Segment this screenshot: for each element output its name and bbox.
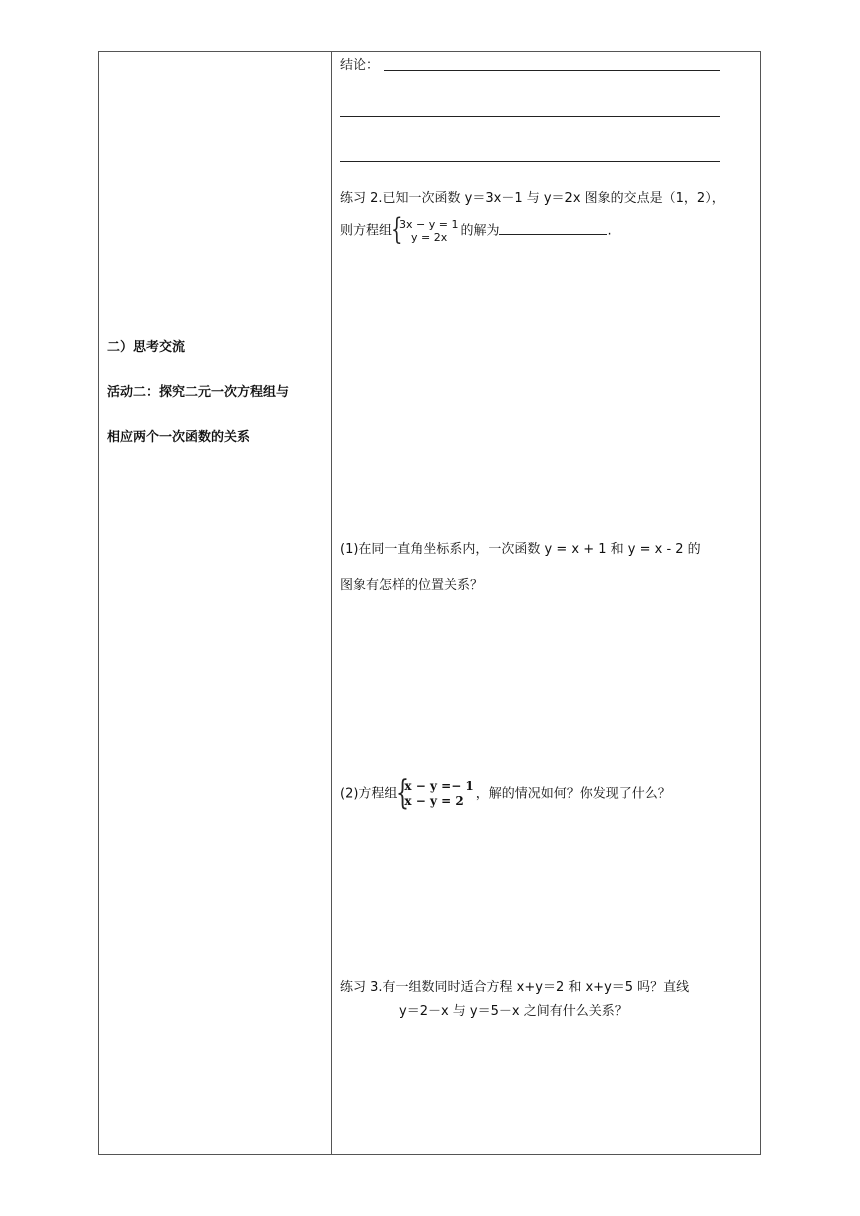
- question2-eq2: x − y = 2: [404, 794, 464, 808]
- exercise2-eq1: 3x − y = 1: [399, 218, 459, 231]
- question2-equation-system: [396, 773, 474, 813]
- conclusion-label: 结论：: [340, 58, 380, 73]
- exercise2-answer-blank: [499, 221, 607, 235]
- exercise2-question: [340, 212, 612, 247]
- exercise2-suffix: 的解为: [460, 223, 500, 239]
- exercise3-line1: 练习 3.有一组数同时适合方程 x+y＝2 和 x+y＝5 吗？直线: [340, 980, 690, 995]
- answer-line-1: [384, 70, 720, 71]
- answer-line-2: [340, 116, 720, 117]
- question1-line2: 图象有怎样的位置关系？: [340, 578, 484, 593]
- question2-eq1: x − y =− 1: [404, 779, 474, 793]
- brace-icon: {: [396, 773, 410, 813]
- brace-icon: {: [391, 212, 403, 247]
- exercise2-prefix: 则方程组: [340, 223, 393, 239]
- exercise2-equation-system: [391, 212, 459, 247]
- activity-title-line1: 活动二：探究二元一次方程组与: [107, 385, 290, 400]
- activity-title-line2: 相应两个一次函数的关系: [107, 430, 251, 445]
- exercise2-period: .: [607, 223, 612, 239]
- question2: [340, 773, 671, 813]
- right-column: [332, 52, 762, 1154]
- section-heading: 二）思考交流: [107, 340, 186, 355]
- answer-line-3: [340, 161, 720, 162]
- exercise2-text: 练习 2.已知一次函数 y＝3x－1 与 y＝2x 图象的交点是（1，2），: [340, 191, 725, 206]
- question2-suffix: ，解的情况如何？你发现了什么？: [475, 786, 671, 802]
- left-column: [99, 52, 331, 1154]
- question1-line1: (1)在同一直角坐标系内，一次函数 y = x + 1 和 y = x - 2 的: [340, 542, 701, 557]
- question2-prefix: (2)方程组: [340, 786, 398, 802]
- worksheet-table: [98, 51, 761, 1155]
- exercise3-line2: y＝2－x 与 y＝5－x 之间有什么关系？: [399, 1004, 628, 1019]
- exercise2-eq2: y = 2x: [411, 231, 448, 244]
